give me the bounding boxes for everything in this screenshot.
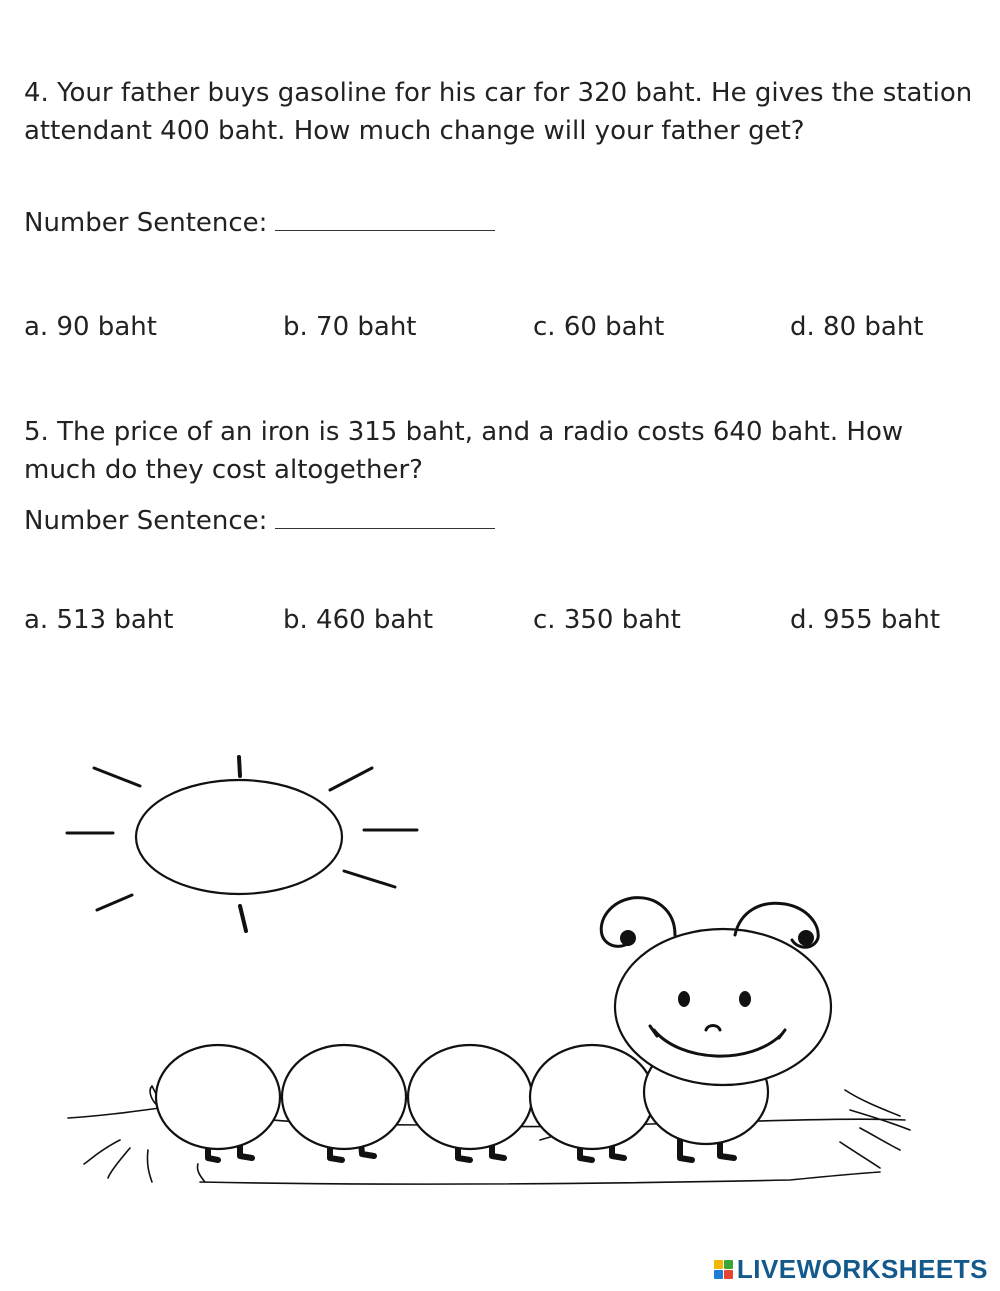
question-4-option-a[interactable]: a. 90 baht xyxy=(24,312,157,342)
question-5-option-d[interactable]: d. 955 baht xyxy=(790,605,941,635)
number-sentence-blank[interactable] xyxy=(275,506,495,529)
question-4-option-d[interactable]: d. 80 baht xyxy=(790,312,924,342)
question-5-option-a[interactable]: a. 513 baht xyxy=(24,605,174,635)
liveworksheets-logo xyxy=(714,1254,988,1284)
question-5-number-sentence xyxy=(24,506,495,536)
question-5-text: 5. The price of an iron is 315 baht, and a radio costs 640 baht. How much do they cost altogether? xyxy=(24,417,904,485)
question-4-option-b[interactable]: b. 70 baht xyxy=(283,312,417,342)
logo-tile xyxy=(714,1260,723,1269)
question-4-option-c[interactable]: c. 60 baht xyxy=(533,312,665,342)
illustration xyxy=(0,740,1000,1240)
logo-tile xyxy=(724,1260,733,1269)
question-4-number-sentence xyxy=(24,208,495,238)
question-5-option-b[interactable]: b. 460 baht xyxy=(283,605,434,635)
number-sentence-label: Number Sentence: xyxy=(24,208,268,238)
caterpillar-icon xyxy=(156,898,831,1160)
question-4-text: 4. Your father buys gasoline for his car for 320 baht. He gives the station attendant 400 baht. How much change will your father get? xyxy=(24,78,973,146)
logo-tile xyxy=(714,1270,723,1279)
number-sentence-blank[interactable] xyxy=(275,208,495,231)
number-sentence-label: Number Sentence: xyxy=(24,506,268,536)
sun-icon xyxy=(67,757,417,931)
liveworksheets-wordmark: LIVEWORKSHEETS xyxy=(736,1254,988,1284)
logo-tile xyxy=(724,1270,733,1279)
question-5-option-c[interactable]: c. 350 baht xyxy=(533,605,681,635)
liveworksheets-icon xyxy=(714,1260,733,1279)
